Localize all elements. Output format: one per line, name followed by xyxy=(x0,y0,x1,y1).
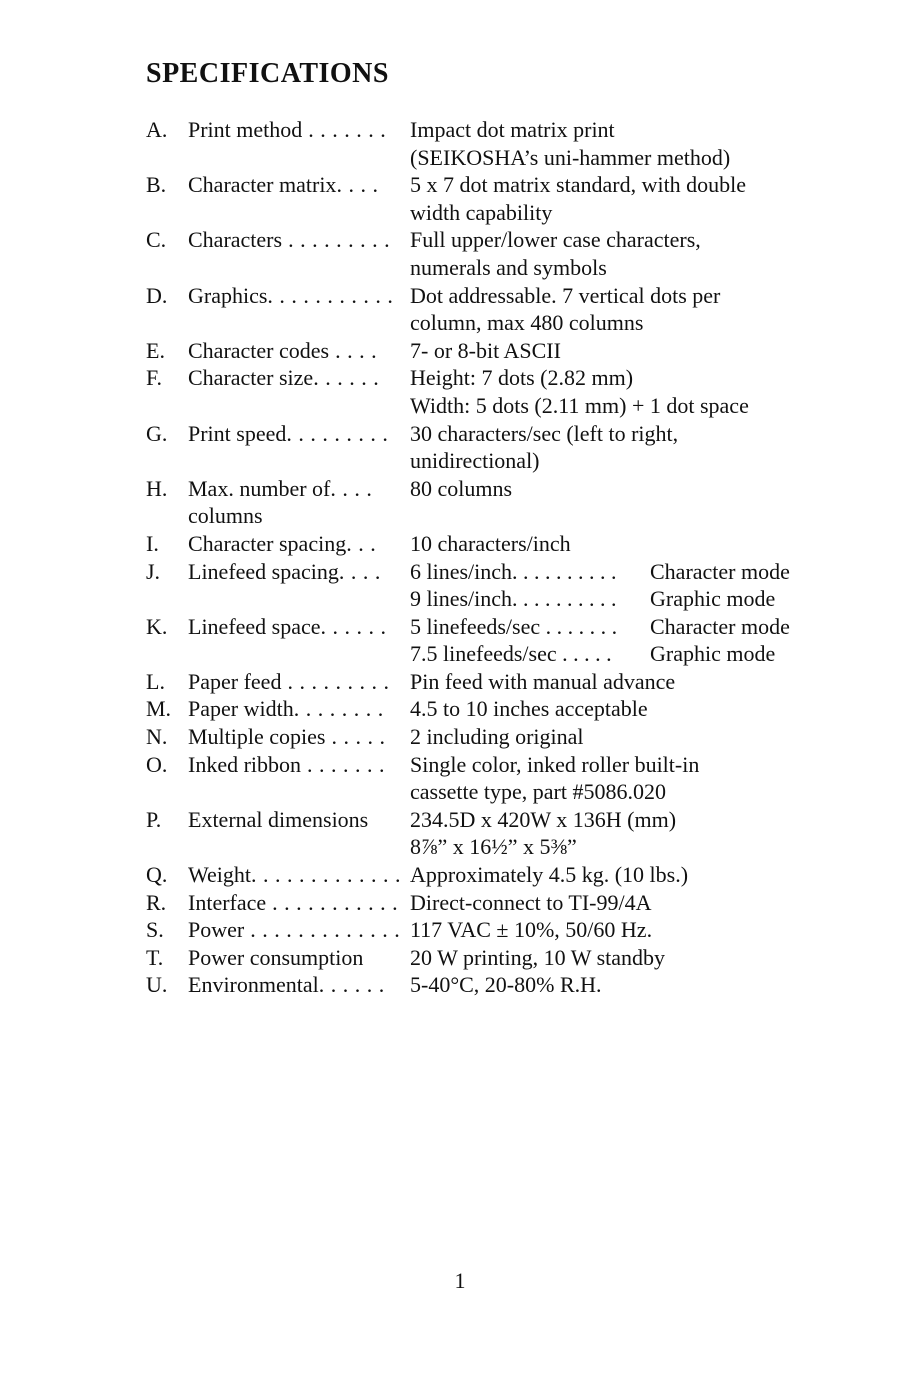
spec-letter: A. xyxy=(146,117,168,142)
specifications-list xyxy=(146,116,846,999)
spec-letter: K. xyxy=(146,613,168,639)
spec-value-line: 30 characters/sec (left to right, xyxy=(410,420,679,446)
spec-value xyxy=(410,530,846,558)
spec-value xyxy=(410,337,846,365)
leader-dots: . . . . . . . . . xyxy=(281,668,390,694)
spec-value-line: Approximately 4.5 kg. (10 lbs.) xyxy=(410,862,689,888)
spec-label-line xyxy=(188,751,410,779)
spec-label: External dimensions xyxy=(188,806,369,832)
spec-label-cell xyxy=(188,751,410,806)
spec-label: Environmental xyxy=(188,972,319,998)
spec-label: Characters xyxy=(188,227,283,253)
spec-label: Power consumption xyxy=(188,944,364,970)
spec-label: Linefeed spacing xyxy=(188,558,339,584)
spec-letter: E. xyxy=(146,337,165,363)
spec-label-line xyxy=(188,364,410,392)
spec-letter: N. xyxy=(146,724,168,750)
spec-label: Graphics xyxy=(188,282,268,308)
spec-row xyxy=(146,861,846,889)
leader-dots: . . . . . . . xyxy=(301,751,386,777)
spec-label-line xyxy=(188,530,410,558)
spec-letter: C. xyxy=(146,227,167,253)
spec-label-line xyxy=(188,971,410,999)
spec-letter: M. xyxy=(146,696,172,722)
spec-label-line xyxy=(188,171,410,199)
page-number: 1 xyxy=(454,1268,466,1293)
spec-value-line: 10 characters/inch xyxy=(410,530,571,556)
spec-value xyxy=(410,861,846,889)
spec-sub-mode: Character mode xyxy=(650,558,790,584)
spec-value-line: Single color, inked roller built-in xyxy=(410,751,700,777)
spec-value-line: 234.5D x 420W x 136H (mm) xyxy=(410,806,677,832)
spec-label-cell xyxy=(188,530,410,558)
spec-value-line: unidirectional) xyxy=(410,448,540,474)
spec-label: Inked ribbon xyxy=(188,751,302,777)
spec-value xyxy=(410,226,846,281)
spec-row xyxy=(146,364,846,419)
spec-letter: T. xyxy=(146,944,164,970)
spec-letter: R. xyxy=(146,889,167,915)
spec-label-line xyxy=(188,558,410,586)
leader-dots: . . . . . . . . . . . xyxy=(267,282,394,308)
spec-letter: B. xyxy=(146,172,167,198)
spec-value-line: width capability xyxy=(410,199,553,225)
leader-dots: . . . . . . . xyxy=(302,117,387,142)
spec-label: Weight xyxy=(188,862,251,888)
spec-row xyxy=(146,116,846,171)
spec-label: Character matrix xyxy=(188,172,337,198)
spec-label-continuation: columns xyxy=(188,503,263,529)
leader-dots: . . . . . . xyxy=(320,613,387,639)
spec-label-line xyxy=(188,916,410,944)
spec-value xyxy=(410,971,846,999)
spec-value-line: cassette type, part #5086.020 xyxy=(410,779,666,805)
spec-sub-line xyxy=(410,558,846,586)
spec-value xyxy=(410,944,846,972)
spec-label-cell xyxy=(188,861,410,889)
leader-dots: . . . . . xyxy=(325,724,386,750)
spec-row xyxy=(146,475,846,530)
spec-label-cell xyxy=(188,171,410,226)
spec-value-line: Height: 7 dots (2.82 mm) xyxy=(410,365,634,391)
spec-label-line xyxy=(188,116,410,144)
spec-label: Interface xyxy=(188,889,267,915)
spec-row xyxy=(146,695,846,723)
spec-value xyxy=(410,916,846,944)
spec-label-cell xyxy=(188,420,410,475)
spec-label: Character size xyxy=(188,365,314,391)
spec-label-cell xyxy=(188,337,410,365)
spec-value-line: Full upper/lower case characters, xyxy=(410,227,701,253)
spec-value xyxy=(410,420,846,475)
leader-dots: . . . . xyxy=(338,558,381,584)
spec-letter: L. xyxy=(146,668,165,694)
spec-row xyxy=(146,944,846,972)
spec-label: Print method xyxy=(188,117,303,142)
spec-letter: O. xyxy=(146,751,168,777)
spec-label: Paper feed xyxy=(188,668,282,694)
spec-row xyxy=(146,723,846,751)
spec-sub-line xyxy=(410,640,846,668)
spec-row xyxy=(146,558,846,613)
spec-label: Power xyxy=(188,917,245,943)
spec-label-cell xyxy=(188,364,410,419)
spec-letter: J. xyxy=(146,558,161,584)
spec-value-line: 117 VAC ± 10%, 50/60 Hz. xyxy=(410,917,653,943)
spec-label: Character spacing xyxy=(188,530,347,556)
spec-label-cell xyxy=(188,723,410,751)
spec-value-line: 80 columns xyxy=(410,475,513,501)
spec-value-line: 20 W printing, 10 W standby xyxy=(410,944,666,970)
leader-dots: . . . xyxy=(346,530,377,556)
spec-row xyxy=(146,226,846,281)
spec-sub-mode: Graphic mode xyxy=(650,641,776,667)
spec-label-line xyxy=(188,668,410,696)
spec-letter: S. xyxy=(146,917,164,943)
leader-dots: . . . . xyxy=(329,337,378,363)
spec-value xyxy=(410,475,846,530)
leader-dots: . . . . . . xyxy=(318,972,385,998)
spec-row xyxy=(146,971,846,999)
spec-letter: U. xyxy=(146,972,168,998)
spec-value-line: 4.5 to 10 inches acceptable xyxy=(410,696,648,722)
spec-value-line: Dot addressable. 7 vertical dots per xyxy=(410,282,721,308)
spec-letter: Q. xyxy=(146,862,168,888)
spec-value xyxy=(410,695,846,723)
page-title: SPECIFICATIONS xyxy=(146,58,389,89)
spec-letter: P. xyxy=(146,806,162,832)
spec-value xyxy=(410,558,846,613)
spec-label-line xyxy=(188,475,410,503)
spec-value xyxy=(410,806,846,861)
spec-value xyxy=(410,668,846,696)
spec-sub-value: 9 lines/inch. . . . . . . . . . xyxy=(410,586,617,612)
spec-value-line: 2 including original xyxy=(410,724,584,750)
spec-row xyxy=(146,889,846,917)
spec-row xyxy=(146,613,846,668)
spec-label-cell xyxy=(188,668,410,696)
spec-label: Multiple copies xyxy=(188,724,326,750)
spec-label-cell xyxy=(188,116,410,171)
spec-letter: G. xyxy=(146,420,168,446)
spec-value-line: numerals and symbols xyxy=(410,254,607,280)
spec-sub-value: 7.5 linefeeds/sec . . . . . xyxy=(410,641,612,667)
spec-letter: F. xyxy=(146,365,162,391)
spec-label-cell xyxy=(188,916,410,944)
spec-value-line: Direct-connect to TI-99/4A xyxy=(410,889,652,915)
spec-value-line: Impact dot matrix print xyxy=(410,117,615,142)
spec-label-cell xyxy=(188,475,410,530)
spec-value xyxy=(410,889,846,917)
spec-sub-line xyxy=(410,585,846,613)
spec-label-cell xyxy=(188,944,410,972)
spec-sub-line xyxy=(410,613,846,641)
spec-row xyxy=(146,282,846,337)
spec-label-cell xyxy=(188,558,410,613)
spec-label-line xyxy=(188,613,410,641)
leader-dots: . . . . . . . . . xyxy=(282,227,391,253)
spec-label: Linefeed space xyxy=(188,613,321,639)
spec-value-line: Width: 5 dots (2.11 mm) + 1 dot space xyxy=(410,392,749,418)
spec-label: Max. number of xyxy=(188,475,331,501)
leader-dots: . . . . . . . . . . . . . xyxy=(251,862,401,888)
spec-label-line xyxy=(188,806,410,834)
spec-value xyxy=(410,171,846,226)
spec-row xyxy=(146,916,846,944)
spec-label-line xyxy=(188,337,410,365)
spec-label-line xyxy=(188,889,410,917)
spec-value-line: (SEIKOSHA’s uni-hammer method) xyxy=(410,144,731,170)
spec-row xyxy=(146,668,846,696)
spec-value-line: 5 x 7 dot matrix standard, with double xyxy=(410,172,747,198)
spec-value xyxy=(410,723,846,751)
spec-label-cell xyxy=(188,806,410,861)
spec-row xyxy=(146,530,846,558)
spec-value xyxy=(410,364,846,419)
spec-row xyxy=(146,171,846,226)
spec-value-line: column, max 480 columns xyxy=(410,310,644,336)
leader-dots: . . . . xyxy=(336,172,379,198)
spec-value xyxy=(410,282,846,337)
leader-dots: . . . . . . . . xyxy=(293,696,384,722)
spec-label-line xyxy=(188,695,410,723)
spec-value xyxy=(410,116,846,171)
leader-dots: . . . . . . xyxy=(313,365,380,391)
spec-value xyxy=(410,613,846,668)
leader-dots: . . . . . . . . . xyxy=(286,420,389,446)
spec-label: Paper width xyxy=(188,696,294,722)
spec-sub-mode: Graphic mode xyxy=(650,586,776,612)
spec-value-line: 5-40°C, 20-80% R.H. xyxy=(410,972,602,998)
spec-letter: I. xyxy=(146,530,159,556)
spec-label-line xyxy=(188,420,410,448)
spec-label-line xyxy=(188,723,410,751)
spec-value xyxy=(410,751,846,806)
spec-label-cell xyxy=(188,971,410,999)
spec-sub-value: 5 linefeeds/sec . . . . . . . xyxy=(410,613,618,639)
spec-label-cell xyxy=(188,282,410,337)
leader-dots: . . . . . . . . . . . xyxy=(266,889,399,915)
spec-label-cell xyxy=(188,695,410,723)
spec-letter: D. xyxy=(146,282,168,308)
spec-letter: H. xyxy=(146,475,168,501)
spec-value-line: Pin feed with manual advance xyxy=(410,668,676,694)
leader-dots: . . . . . . . . . . . . . xyxy=(244,917,401,943)
spec-row xyxy=(146,751,846,806)
spec-label: Print speed xyxy=(188,420,287,446)
spec-value-line: 8⅞” x 16½” x 5⅜” xyxy=(410,834,577,860)
spec-sub-mode: Character mode xyxy=(650,613,790,639)
spec-label-line xyxy=(188,861,410,889)
spec-label: Character codes xyxy=(188,337,330,363)
spec-row xyxy=(146,337,846,365)
spec-row xyxy=(146,420,846,475)
spec-label-cell xyxy=(188,889,410,917)
spec-label-line xyxy=(188,226,410,254)
spec-label-cell xyxy=(188,226,410,281)
spec-row xyxy=(146,806,846,861)
leader-dots: . . . . xyxy=(330,475,373,501)
spec-sub-value: 6 lines/inch. . . . . . . . . . xyxy=(410,558,617,584)
spec-label-cell xyxy=(188,613,410,668)
spec-label-line xyxy=(188,944,410,972)
spec-label-line xyxy=(188,282,410,310)
spec-value-line: 7- or 8-bit ASCII xyxy=(410,337,561,363)
